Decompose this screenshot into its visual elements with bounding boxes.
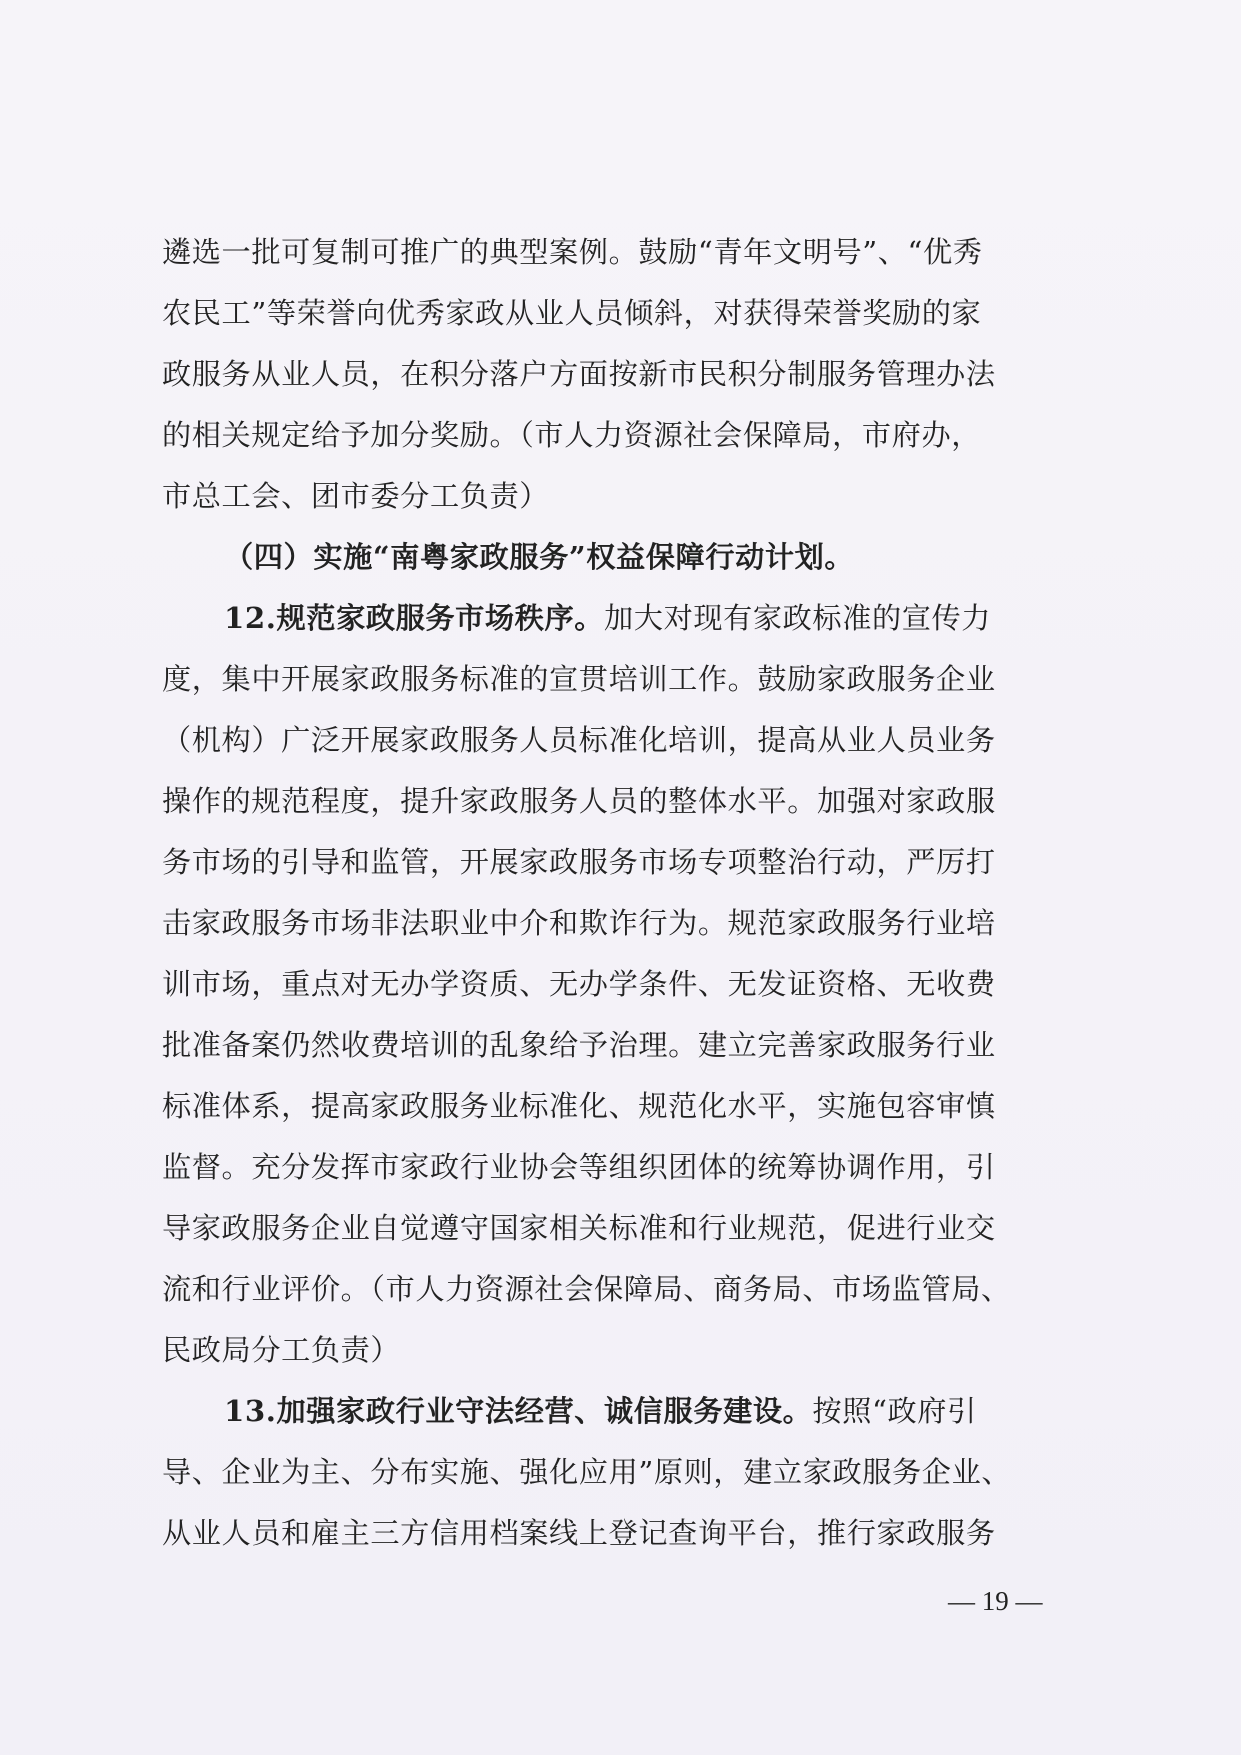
text-line: 市总工会、团市委分工负责）	[162, 479, 550, 513]
text-line: 政服务从业人员，在积分落户方面按新市民积分制服务管理办法	[162, 357, 996, 391]
page-number: — 19 —	[948, 1586, 1043, 1616]
text-line: 操作的规范程度，提升家政服务人员的整体水平。加强对家政服	[162, 784, 996, 818]
section-heading-4: （四）实施“南粤家政服务”权益保障行动计划。	[224, 540, 855, 574]
item-12-first-line	[162, 588, 1082, 649]
text-line: 务市场的引导和监管，开展家政服务市场专项整治行动，严厉打	[162, 845, 996, 879]
text-line: 监督。充分发挥市家政行业协会等组织团体的统筹协调作用，引	[162, 1150, 996, 1184]
item-13-first-line	[162, 1381, 1082, 1442]
text-line: 标准体系，提高家政服务业标准化、规范化水平，实施包容审慎	[162, 1089, 996, 1123]
text-line: 的相关规定给予加分奖励。（市人力资源社会保障局，市府办，	[162, 418, 982, 452]
item-13-text: 按照“政府引	[812, 1394, 977, 1428]
text-line: 导家政服务企业自觉遵守国家相关标准和行业规范，促进行业交	[162, 1211, 996, 1245]
text-line: 击家政服务市场非法职业中介和欺诈行为。规范家政服务行业培	[162, 906, 996, 940]
text-line: 农民工”等荣誉向优秀家政从业人员倾斜，对获得荣誉奖励的家	[162, 296, 982, 330]
item-12-title: 12.规范家政服务市场秩序。	[224, 601, 605, 635]
text-line: 从业人员和雇主三方信用档案线上登记查询平台，推行家政服务	[162, 1516, 996, 1550]
text-line: 训市场，重点对无办学资质、无办学条件、无发证资格、无收费	[162, 967, 996, 1001]
text-line: 批准备案仍然收费培训的乱象给予治理。建立完善家政服务行业	[162, 1028, 996, 1062]
text-line: （机构）广泛开展家政服务人员标准化培训，提高从业人员业务	[162, 723, 996, 757]
text-line: 度，集中开展家政服务标准的宣贯培训工作。鼓励家政服务企业	[162, 662, 996, 696]
body-text	[162, 222, 1082, 1564]
text-line: 导、企业为主、分布实施、强化应用”原则，建立家政服务企业、	[162, 1455, 1012, 1489]
text-line: 民政局分工负责）	[162, 1333, 401, 1367]
text-line: 遴选一批可复制可推广的典型案例。鼓励“青年文明号”、“优秀	[162, 235, 983, 269]
text-line: 流和行业评价。（市人力资源社会保障局、商务局、市场监管局、	[162, 1272, 1011, 1306]
item-12-text: 加大对现有家政标准的宣传力	[604, 601, 992, 635]
item-13-title: 13.加强家政行业守法经营、诚信服务建设。	[224, 1394, 813, 1428]
